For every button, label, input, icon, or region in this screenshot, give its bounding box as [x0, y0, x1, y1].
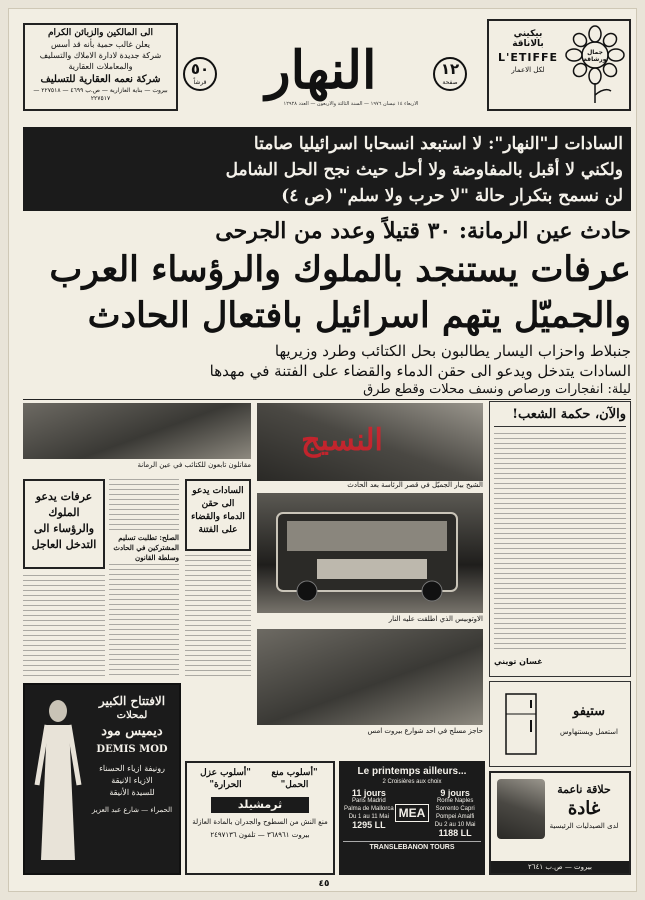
left-ad-company: شركة نعمه العقارية للتسليف	[40, 74, 161, 85]
flower-text: جمال ورشاقة	[583, 49, 607, 63]
editorial-body	[494, 433, 626, 653]
photo-bus	[257, 493, 483, 613]
left-ad-line2: يعلن غالب حمية بأنه قد أسس	[50, 40, 151, 49]
photo-street-checkpoint	[257, 629, 483, 725]
headline-line2: والجميّل يتهم اسرائيل بافتعال الحادث	[87, 295, 631, 336]
ghada-face-photo	[497, 779, 545, 839]
printemps-route1: Paris Madrid Palma de Mallorca	[343, 798, 394, 812]
headline-sub3: ليلة: انفجارات ورصاص ونسف محلات وقطع طرق	[23, 381, 631, 400]
masthead-right-ad	[487, 19, 631, 111]
left-ad-line1: الى المالكين والزبائن الكرام	[47, 28, 154, 38]
banner-line3: لن نسمح بتكرار حالة "لا حرب ولا سلم" (ص ٤)	[281, 186, 623, 206]
price-badge	[183, 57, 217, 91]
printemps-title: Le printemps ailleurs...	[357, 766, 467, 777]
editorial-column	[489, 401, 631, 677]
photo-street-militia-caption: مقاتلون تابعون للكتائب في عين الرمانة	[137, 461, 251, 469]
column-text-1	[109, 479, 179, 679]
page-number-badge	[433, 57, 467, 91]
masthead-nameplate: النهار	[265, 40, 377, 101]
demis-line5: الازياء الانيقة	[111, 776, 153, 785]
headline-sub1: جنبلاط واحزاب اليسار يطالبون بحل الكتائب وطرد وزيريها	[274, 342, 631, 360]
right-ad-brand: L'ETIFFE	[497, 51, 559, 64]
photo-gemayel-caption: الشيخ بيار الجميّل في قصر الرئاسة بعد الحادث	[347, 481, 483, 489]
ghada-name: غادة	[567, 798, 601, 819]
right-ad-line1: بيكيني	[513, 29, 543, 39]
demis-line6: للسيدة الأنيقة	[109, 788, 155, 797]
printemps-airline: MEA	[395, 804, 430, 822]
fridge-brand: ستيفو	[572, 704, 606, 719]
headline-line1: عرفات يستنجد بالملوك والرؤساء العرب	[49, 249, 631, 290]
uslub-phone: بيروت ٣٦٨٩٦١ — تلفون ٢٤٩٧١٣٦	[210, 831, 310, 839]
printemps-days2: 9 jours	[440, 788, 470, 798]
uslub-quote2: "أسلوب عزل الحرارة"	[200, 768, 251, 790]
printemps-date1: Du 1 au 11 Mai	[348, 814, 389, 820]
printemps-subtitle: 2 Croisières aux choix	[382, 779, 442, 785]
price-unit: قرشاً	[193, 79, 207, 86]
newspaper-page	[8, 8, 637, 892]
demis-line3: ديميس مود	[101, 724, 163, 739]
banner-line2: ولكني لا أقبل بالمفاوضة ولا أحل حيث نجح الحل الشامل	[225, 160, 623, 180]
editorial-author: غسان تويني	[494, 657, 543, 666]
demis-model-figure	[33, 695, 83, 865]
ad-printemps	[339, 761, 485, 875]
column-text-3	[185, 555, 251, 679]
printemps-price1: 1295 LL	[352, 820, 386, 830]
watermark-logo: النسيج	[301, 423, 383, 458]
masthead-left-ad	[23, 23, 178, 111]
left-ad-line4: والمعاملات العقارية	[68, 62, 133, 71]
printemps-agency: TRANSLEBANON TOURS	[343, 841, 481, 851]
ad-uslub	[185, 761, 335, 875]
demis-line1: الافتتاح الكبير	[98, 694, 166, 708]
page-number-value: ١٢	[440, 60, 460, 78]
headline-kicker: حادث عين الرمانة: ٣٠ قتيلاً وعدد من الجرحى	[215, 218, 631, 244]
uslub-quote1: "أسلوب منع الحمل"	[271, 768, 318, 790]
flower-illustration	[565, 25, 625, 105]
demis-brand: DEMIS MOD	[96, 744, 168, 755]
uslub-body: منع النش من السطوح والجدران بالمادة العازلة	[192, 818, 328, 826]
printemps-days1: 11 jours	[351, 788, 386, 798]
ghada-address: بيروت — ص.ب ٢٦٤١	[491, 861, 629, 873]
box-sulh: الصلح: تطلبت تسليم المشتركين في الحادث وسلطة القانون	[109, 533, 179, 563]
sadat-banner	[23, 127, 631, 211]
ad-demis-mod	[23, 683, 181, 875]
ad-fridge	[489, 681, 631, 767]
fridge-illustration	[498, 690, 548, 760]
right-ad-line2: بالاناقة	[512, 39, 544, 49]
demis-line2: لمحلات	[116, 710, 148, 721]
headline-sub2: السادات يتدخل ويدعو الى حقن الدماء والقضاء على الفتنة في مهدها	[209, 362, 631, 380]
photo-street-militia	[23, 403, 251, 459]
editorial-title: والآن، حكمة الشعب!	[494, 406, 626, 427]
printemps-route2: Rome Naples Sorrento Capri Pompei Amalfi	[435, 798, 475, 820]
photo-street-checkpoint-caption: حاجز مسلح في احد شوارع بيروت امس	[367, 727, 483, 735]
page-number-label: صفحة	[442, 79, 458, 86]
column-text-2	[23, 575, 105, 679]
price-value: ٥٠	[190, 60, 210, 78]
fridge-line: استعمل ويستنهاوس	[560, 728, 618, 736]
left-ad-line3: شركة جديدة لادارة الاملاك والتسليف	[39, 51, 162, 60]
demis-line4: رونيفة ازياء الحسناء	[99, 764, 165, 773]
ad-ghada	[489, 771, 631, 875]
box-arafat: عرفات يدعو الملوك والرؤساء الى التدخل العاجل	[23, 479, 105, 569]
printemps-price2: 1188 LL	[438, 828, 472, 838]
ghada-line: لدى الصيدليات الرئيسية	[549, 822, 619, 830]
photo-bus-caption: الاوتوبيس الذي اطلقت عليه النار	[388, 615, 483, 623]
banner-line1: السادات لـ"النهار": لا استبعد انسحابا اسرائيليا صامتا	[253, 134, 623, 154]
left-ad-address: بيروت — بناية العازارية — ص.ب ٤٦٩٩ — ٢٢٧٥١٨ — ٢٢٧٥١٧	[33, 87, 168, 102]
masthead-fine-print: الاربعاء ١٤ نيسان ١٩٧٦ — السنة الثالثة والاربعون — العدد ١٢٩٢٨	[283, 101, 419, 107]
ghada-title: حلاقة ناعمة	[557, 783, 611, 796]
footer-page-number: ٤٥	[318, 879, 330, 889]
printemps-date2: Du 2 au 10 Mai	[434, 822, 476, 828]
box-sadat: السادات يدعو الى حقن الدماء والقضاء على الفتنة	[185, 479, 251, 551]
demis-address: الحمراء — شارع عبد العزيز	[91, 806, 173, 814]
uslub-brand: ثرمشيلد	[211, 797, 309, 813]
right-ad-line3: لكل الاعمار	[511, 66, 545, 74]
